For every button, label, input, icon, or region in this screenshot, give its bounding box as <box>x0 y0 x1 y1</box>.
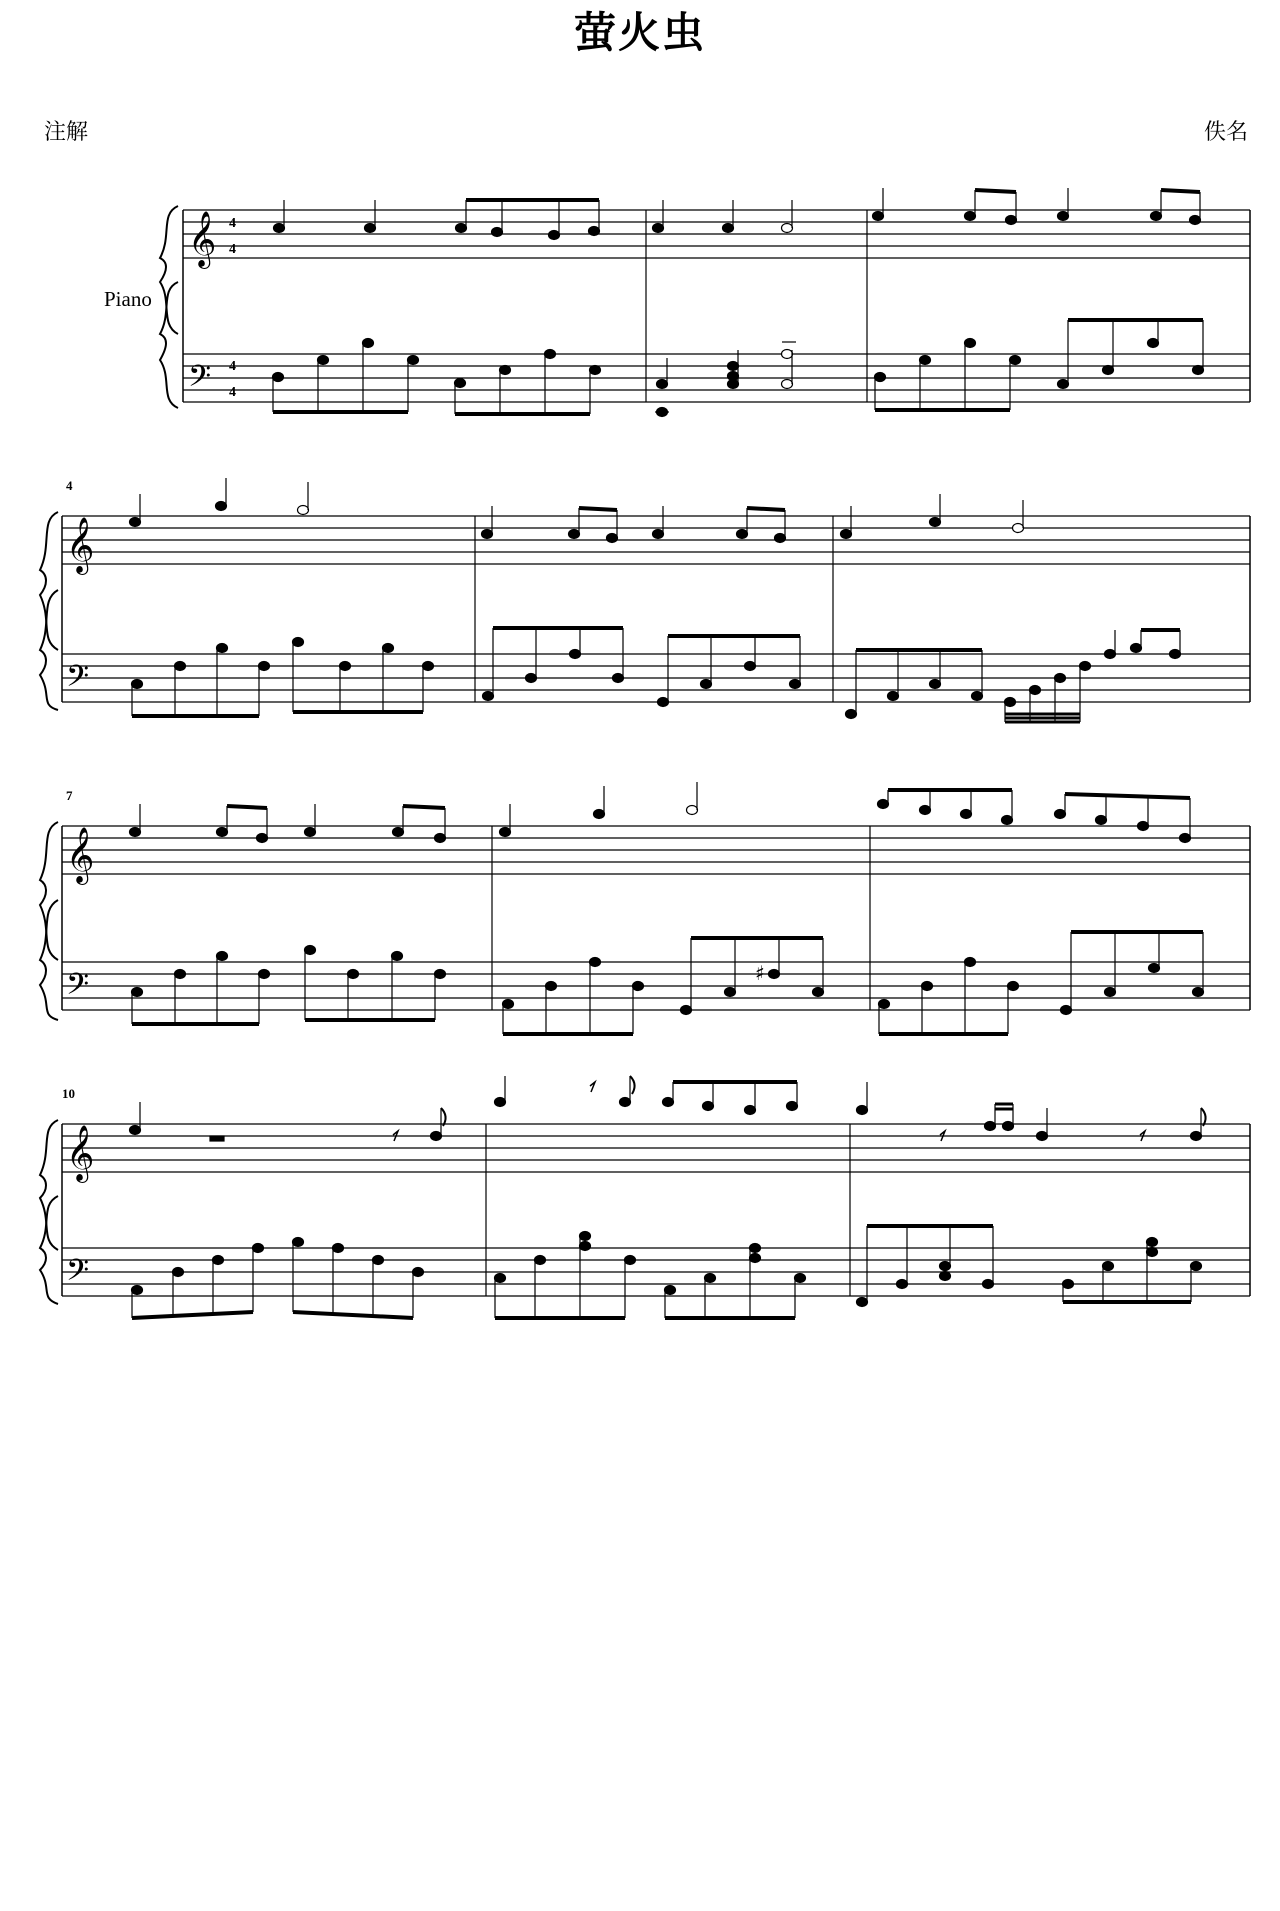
bass-clef-icon: 𝄢 <box>66 660 90 701</box>
system-1 <box>160 188 1250 417</box>
treble-clef-icon: 𝄞 <box>66 827 95 883</box>
time-signature-top: 4 <box>229 216 236 231</box>
instrument-name: Piano <box>104 287 152 311</box>
brace-icon <box>160 206 178 334</box>
measure-number: 7 <box>66 788 73 803</box>
time-signature-top: 4 <box>229 359 236 374</box>
composer-label: 佚名 <box>1203 120 1248 145</box>
bass-clef-icon: 𝄢 <box>66 1254 90 1295</box>
treble-clef-icon: 𝄞 <box>66 1125 95 1181</box>
measure-number: 10 <box>62 1086 75 1101</box>
system-4 <box>40 1076 1250 1318</box>
time-signature-bottom: 4 <box>229 242 236 257</box>
sharp-icon: ♯ <box>755 961 765 985</box>
score-title: 萤火虫 <box>573 8 706 57</box>
measure-number: 4 <box>66 478 73 493</box>
treble-clef-icon: 𝄞 <box>66 517 95 573</box>
bass-clef-icon: 𝄢 <box>66 968 90 1009</box>
system-3 <box>40 782 1250 1034</box>
system-2 <box>40 478 1250 722</box>
time-signature-bottom: 4 <box>229 385 236 400</box>
treble-clef-icon: 𝄞 <box>188 211 217 267</box>
treble-notes <box>274 188 1201 240</box>
annotation-label: 注解 <box>44 120 89 145</box>
bass-clef-icon: 𝄢 <box>188 360 212 401</box>
